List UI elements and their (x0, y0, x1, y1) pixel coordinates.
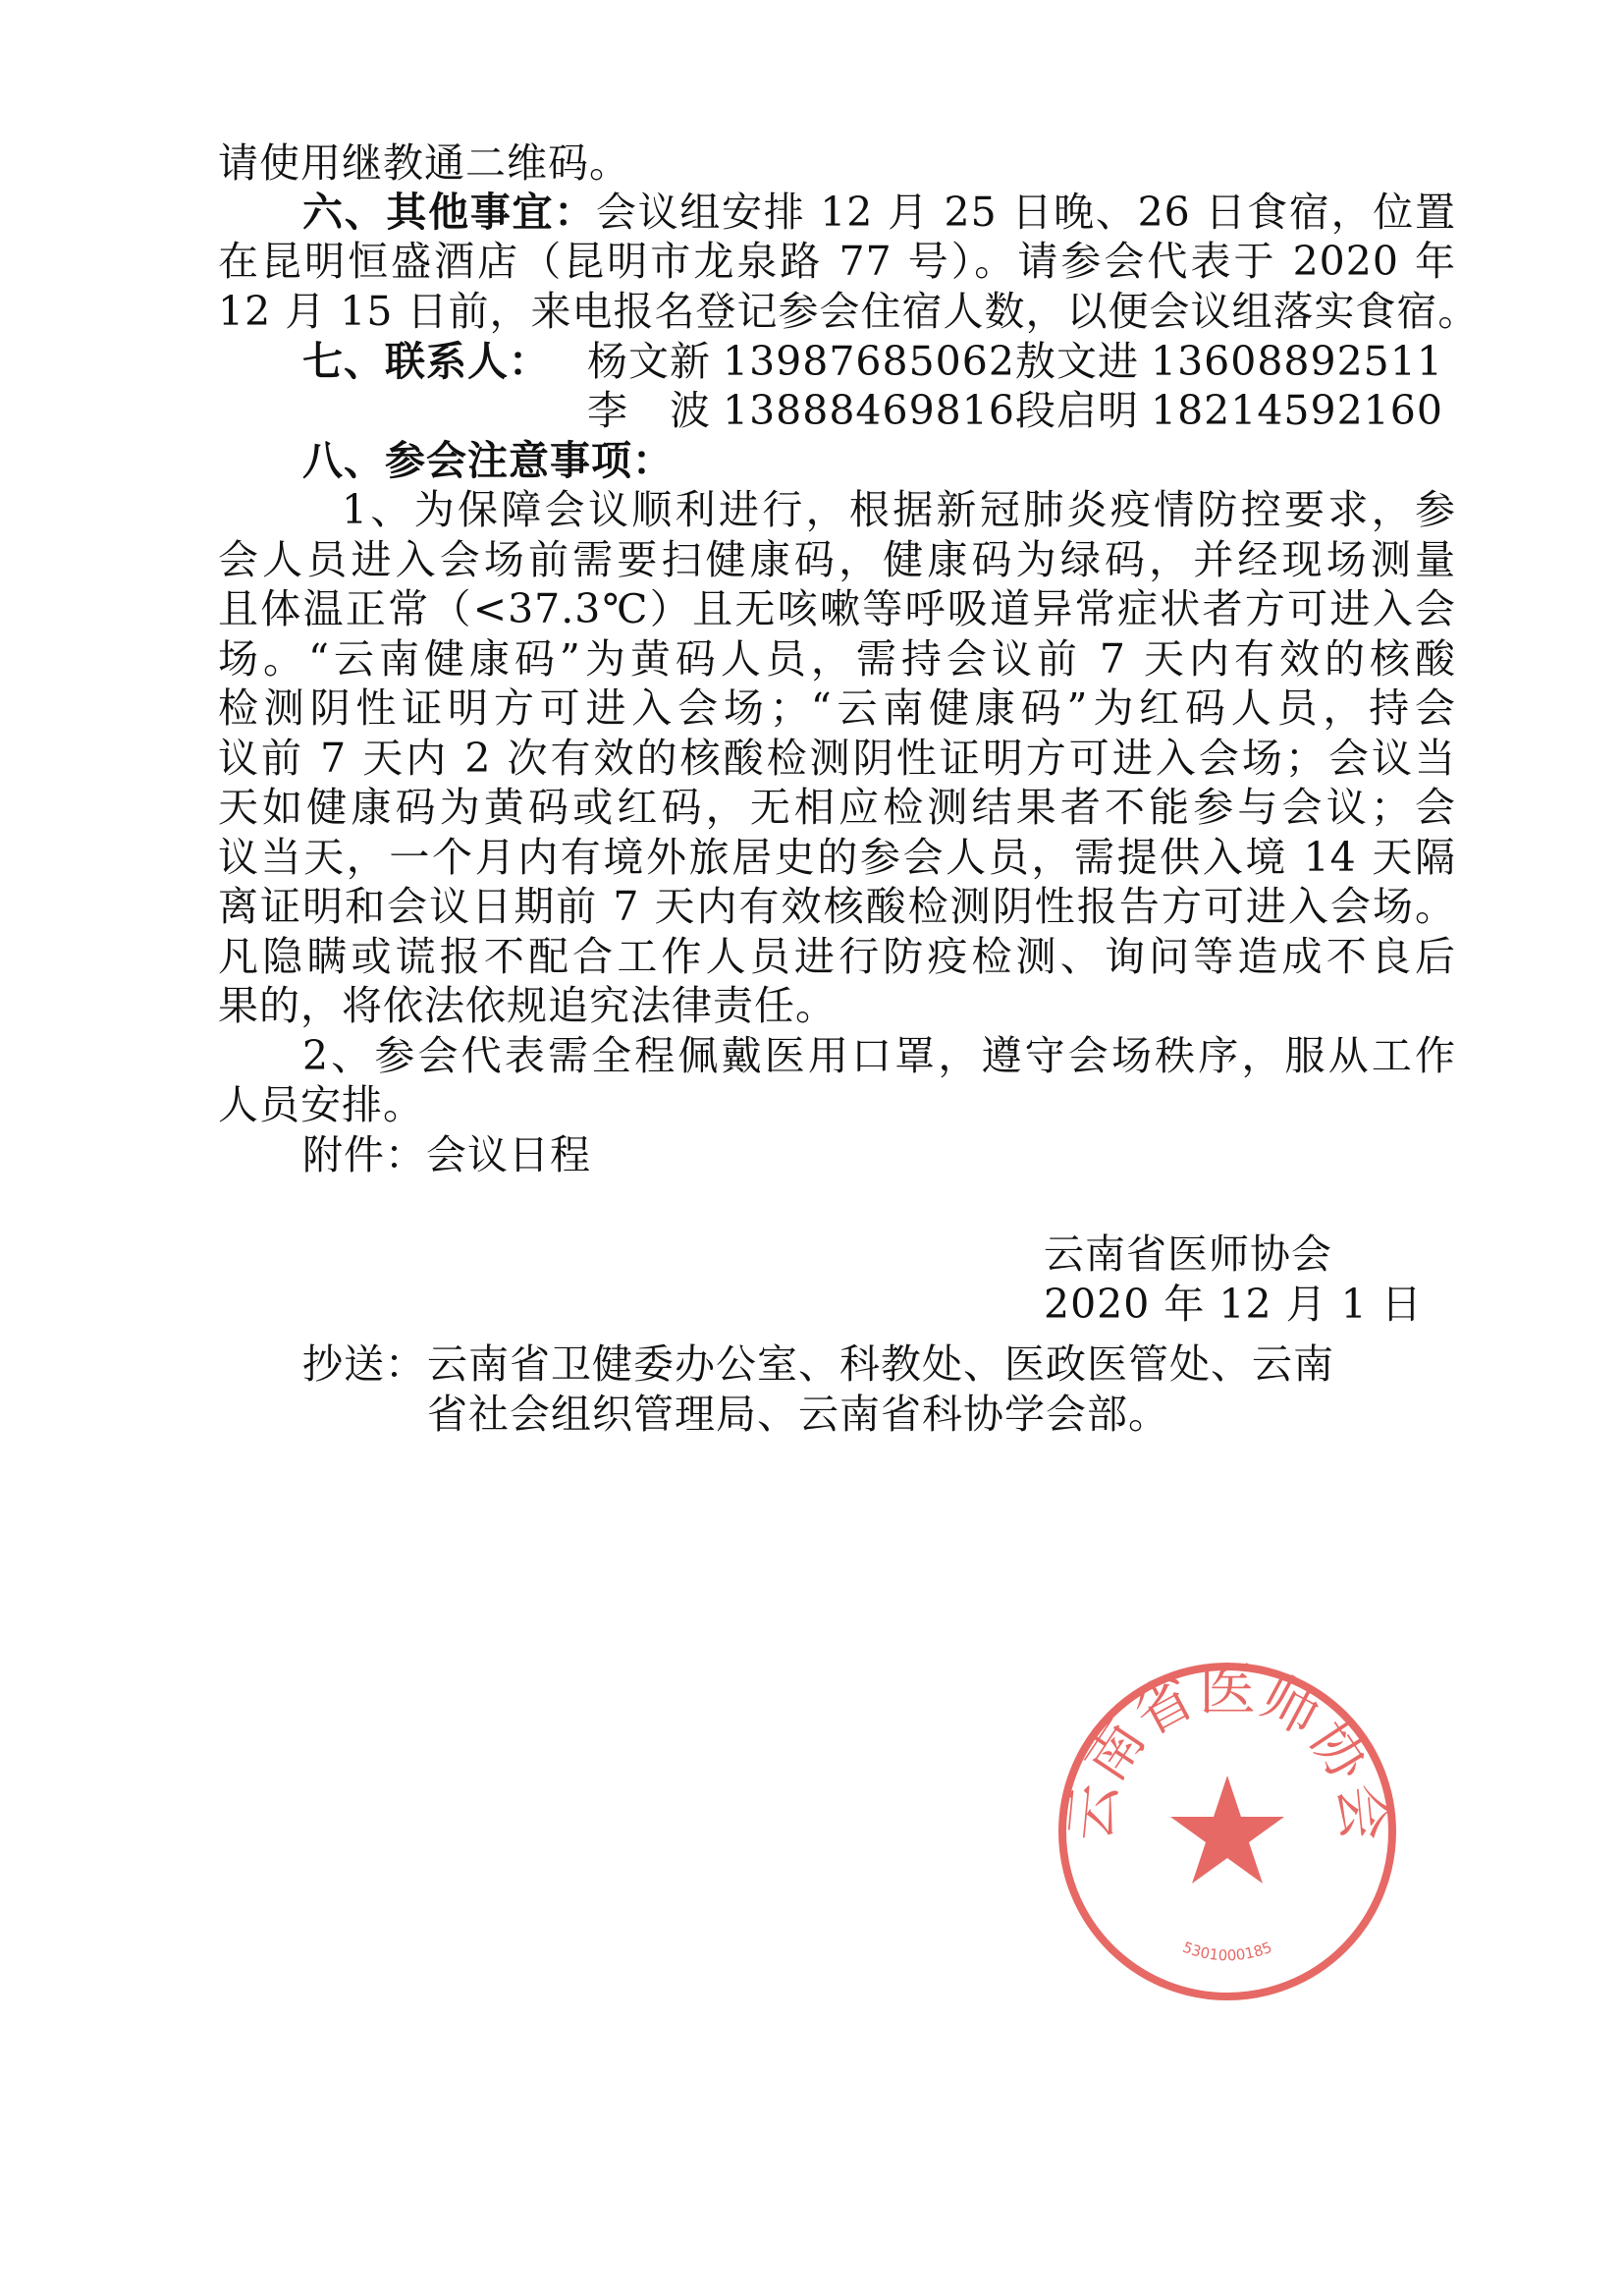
cc-line-2: 省社会组织管理局、云南省科协学会部。 (427, 1391, 1169, 1438)
contact-name: 杨文新 (587, 338, 711, 385)
contact-phone: 13608892511 (1151, 338, 1443, 385)
official-seal (1055, 1660, 1399, 2003)
seal-number: 5301000185 (1180, 1938, 1274, 1965)
section-6-heading: 六、其他事宜： (302, 189, 596, 236)
item-2-line: 人员安排。 (218, 1081, 424, 1128)
contact-phone: 13888469816 (723, 387, 1015, 434)
item-1-line: 且体温正常（<37.3℃）且无咳嗽等呼吸道异常症状者方可进入会 (218, 585, 1456, 632)
signature-date: 2020 年 12 月 1 日 (1044, 1281, 1423, 1328)
contact-name: 敖文进 (1015, 338, 1139, 385)
item-2-line: 2、参会代表需全程佩戴医用口罩，遵守会场秩序，服从工作 (302, 1032, 1456, 1079)
item-1-line: 会人员进入会场前需要扫健康码，健康码为绿码，并经现场测量 (218, 536, 1456, 583)
item-1-line: 天如健康码为黄码或红码，无相应检测结果者不能参与会议；会 (218, 784, 1456, 831)
section-8-heading: 八、参会注意事项： (302, 437, 674, 484)
item-1-line: 检测阴性证明方可进入会场；“云南健康码”为红码人员，持会 (218, 684, 1456, 732)
cc-label: 抄送： (302, 1340, 426, 1388)
item-1-line: 离证明和会议日期前 7 天内有效核酸检测阴性报告方可进入会场。 (218, 883, 1456, 930)
contact-phone: 18214592160 (1151, 387, 1443, 434)
cc-line-1: 云南省卫健委办公室、科教处、医政医管处、云南 (427, 1340, 1334, 1388)
section-6-line-2: 在昆明恒盛酒店（昆明市龙泉路 77 号）。请参会代表于 2020 年 (218, 238, 1456, 285)
item-1-line: 果的，将依法依规追究法律责任。 (218, 982, 837, 1029)
seal-text: 云南省医师协会 (1056, 1660, 1398, 1844)
contact-phone: 13987685062 (723, 338, 1015, 385)
contact-name: 李 波 (587, 387, 711, 434)
item-1-line: 议前 7 天内 2 次有效的核酸检测阴性证明方可进入会场；会议当 (218, 735, 1456, 782)
section-6-text: 会议组安排 12 月 25 日晚、26 日食宿，位置 (595, 189, 1456, 236)
section-7-heading: 七、联系人： (302, 338, 550, 385)
item-1-line: 凡隐瞒或谎报不配合工作人员进行防疫检测、询问等造成不良后 (218, 933, 1456, 980)
section-6-line-1 (302, 189, 1456, 236)
item-1-line: 议当天，一个月内有境外旅居史的参会人员，需提供入境 14 天隔 (218, 834, 1456, 881)
section-6-line-3: 12 月 15 日前，来电报名登记参会住宿人数，以便会议组落实食宿。 (218, 288, 1480, 335)
item-1-line: 1、为保障会议顺利进行，根据新冠肺炎疫情防控要求，参 (342, 486, 1456, 533)
signature-org: 云南省医师协会 (1044, 1230, 1332, 1278)
attachment-note: 附件：会议日程 (302, 1131, 591, 1178)
seal-star-icon (1170, 1776, 1284, 1884)
item-1-line: 场。“云南健康码”为黄码人员，需持会议前 7 天内有效的核酸 (218, 635, 1456, 683)
paragraph-continuation: 请使用继教通二维码。 (218, 139, 630, 187)
contact-name: 段启明 (1015, 387, 1139, 434)
